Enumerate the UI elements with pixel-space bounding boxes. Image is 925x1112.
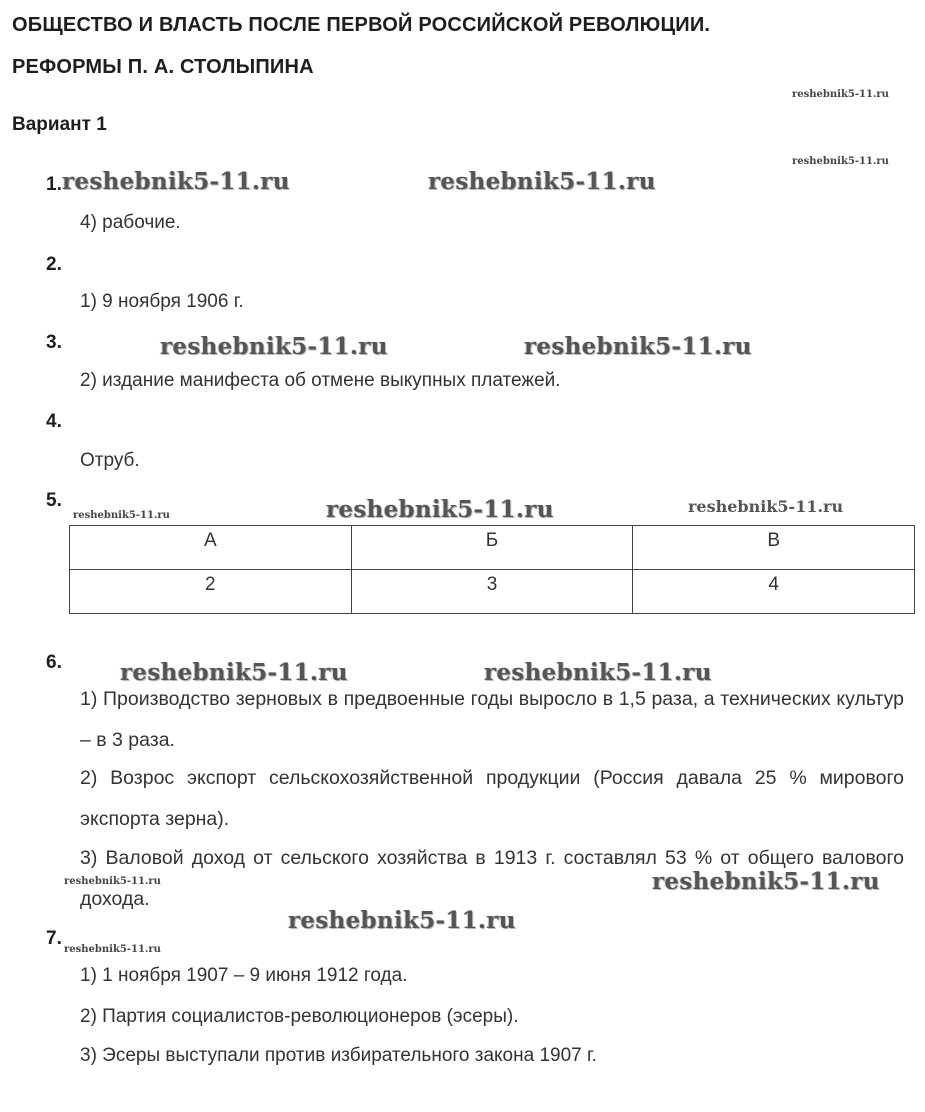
table-cell: 2 xyxy=(70,570,352,614)
question-6-point-3: 3) Валовой доход от сельского хозяйства в 1913 г. составлял 53 % от общего валового дохода. xyxy=(80,847,904,910)
table-header-row xyxy=(70,526,915,570)
question-2-number: 2. xyxy=(46,254,62,275)
question-1-number: 1. xyxy=(46,174,62,195)
question-4-answer: Отруб. xyxy=(80,450,140,471)
watermark-text: reshebnik5-11.ru xyxy=(326,496,554,523)
question-1-answer: 4) рабочие. xyxy=(80,212,181,233)
question-6-number: 6. xyxy=(46,652,62,673)
table-header-cell: Б xyxy=(351,526,633,570)
watermark-text: reshebnik5-11.ru xyxy=(62,168,290,195)
watermark-text: reshebnik5-11.ru xyxy=(64,876,161,887)
question-6-point-1: 1) Производство зерновых в предвоенные годы выросло в 1,5 раза, а технических культур – в 3 раза. xyxy=(80,688,904,751)
question-3-number: 3. xyxy=(46,332,62,353)
page-title-line1: ОБЩЕСТВО И ВЛАСТЬ ПОСЛЕ ПЕРВОЙ РОССИЙСКОЙ РЕВОЛЮЦИИ. xyxy=(12,14,711,36)
question-7-answer-2: 2) Партия социалистов-революционеров (эсеры). xyxy=(80,1006,519,1027)
variant-heading: Вариант 1 xyxy=(12,114,107,135)
watermark-text: reshebnik5-11.ru xyxy=(524,333,752,360)
table-cell: 3 xyxy=(351,570,633,614)
watermark-text: reshebnik5-11.ru xyxy=(792,89,889,100)
question-7-answer-3: 3) Эсеры выступали против избирательного закона 1907 г. xyxy=(80,1045,597,1066)
watermark-text: reshebnik5-11.ru xyxy=(652,868,880,895)
question-6-point-2: 2) Возрос экспорт сельскохозяйственной продукции (Россия давала 25 % мирового экспорта зерна). xyxy=(80,767,904,830)
watermark-text: reshebnik5-11.ru xyxy=(288,907,516,934)
watermark-text: reshebnik5-11.ru xyxy=(484,659,712,686)
table-row xyxy=(70,570,915,614)
page-title-line2: РЕФОРМЫ П. А. СТОЛЫПИНА xyxy=(12,56,314,78)
question-7-answer-1: 1) 1 ноября 1907 – 9 июня 1912 года. xyxy=(80,965,408,986)
question-4-number: 4. xyxy=(46,411,62,432)
question-5-number: 5. xyxy=(46,490,62,511)
watermark-text: reshebnik5-11.ru xyxy=(64,944,161,955)
watermark-text: reshebnik5-11.ru xyxy=(120,659,348,686)
table-header-cell: В xyxy=(633,526,915,570)
answer-table xyxy=(69,525,915,614)
watermark-text: reshebnik5-11.ru xyxy=(792,156,889,167)
question-7-number: 7. xyxy=(46,928,62,949)
table-header-cell: А xyxy=(70,526,352,570)
watermark-text: reshebnik5-11.ru xyxy=(160,333,388,360)
question-3-answer: 2) издание манифеста об отмене выкупных платежей. xyxy=(80,370,561,391)
question-2-answer: 1) 9 ноября 1906 г. xyxy=(80,291,244,312)
watermark-text: reshebnik5-11.ru xyxy=(428,168,656,195)
watermark-text: reshebnik5-11.ru xyxy=(688,497,844,516)
table-cell: 4 xyxy=(633,570,915,614)
watermark-text: reshebnik5-11.ru xyxy=(73,510,170,521)
